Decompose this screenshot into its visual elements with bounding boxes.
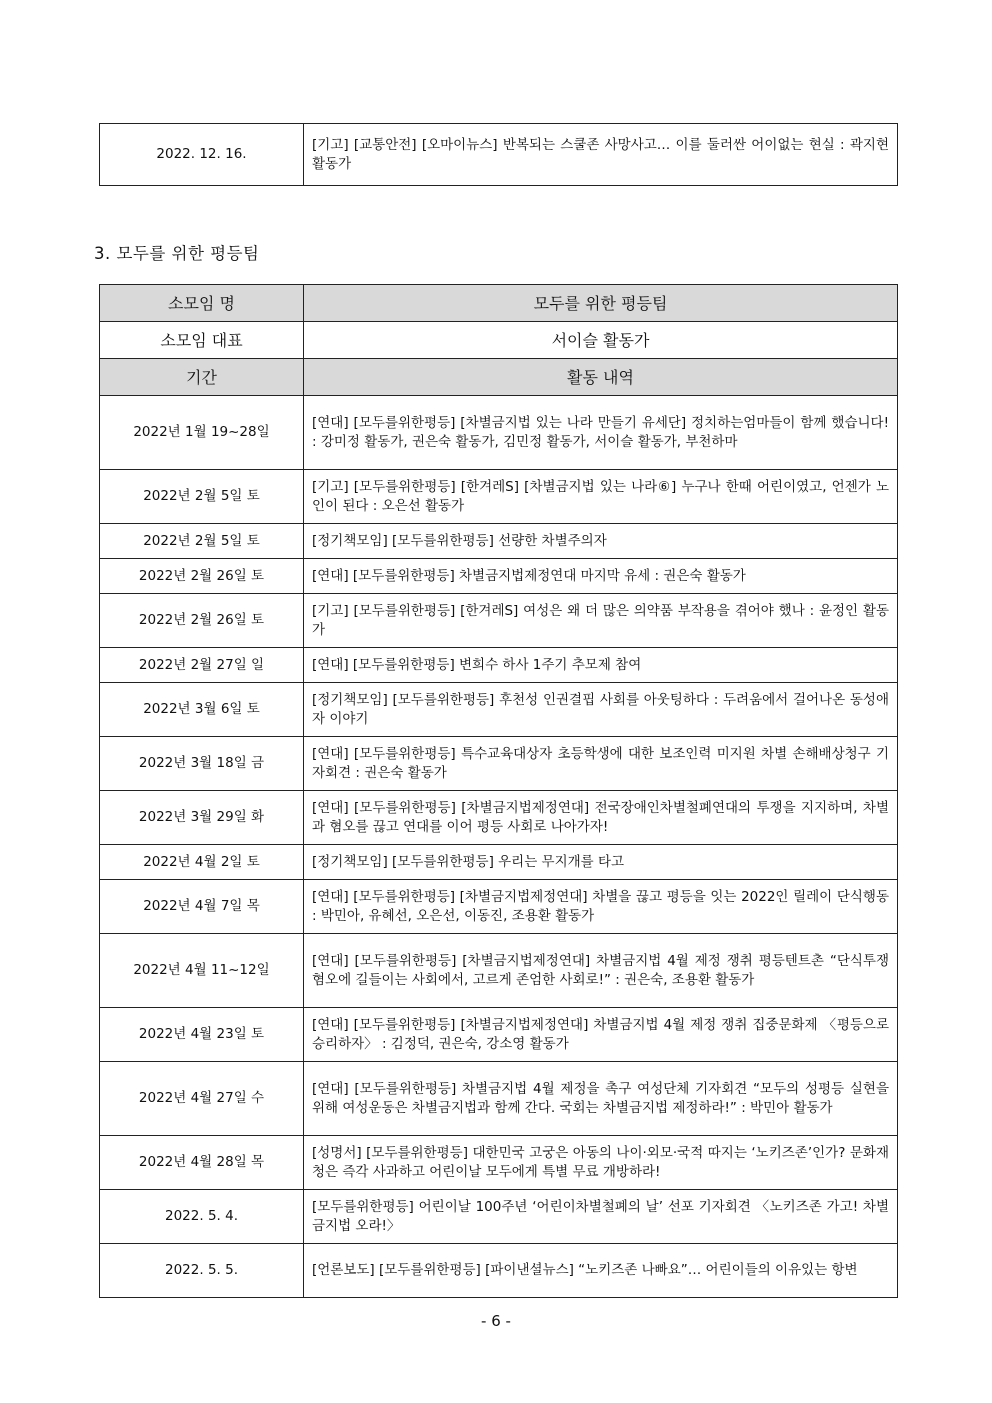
activity-date: 2022년 3월 18일 금 [100, 737, 304, 791]
table-row [100, 791, 898, 845]
table-row [100, 737, 898, 791]
activity-date: 2022년 4월 28일 목 [100, 1136, 304, 1190]
activity-header: 활동 내역 [304, 359, 898, 396]
activity-date: 2022년 3월 6일 토 [100, 683, 304, 737]
page-number: - 6 - [481, 1312, 511, 1330]
table-row [100, 124, 898, 186]
activity-description: [언론보도] [모두를위한평등] [파이낸셜뉴스] “노키즈존 나빠요”… 어린이들의 이유있는 항변 [304, 1244, 898, 1298]
column-header-row [100, 359, 898, 396]
table-row [100, 648, 898, 683]
table-row [100, 1244, 898, 1298]
activity-description: [연대] [모두를위한평등] 차별금지법 4월 제정을 촉구 여성단체 기자회견 “모두의 성평등 실현을 위해 여성운동은 차별금지법과 함께 간다. 국회는 차별금지법 제정하라!” : 박민아 활동가 [304, 1062, 898, 1136]
table-row [100, 683, 898, 737]
activity-description: [기고] [교통안전] [오마이뉴스] 반복되는 스쿨존 사망사고… 이를 둘러싼 어이없는 현실 : 곽지현 활동가 [304, 124, 898, 186]
table-row [100, 594, 898, 648]
activity-date: 2022. 12. 16. [100, 124, 304, 186]
activity-description: [정기책모임] [모두를위한평등] 선량한 차별주의자 [304, 524, 898, 559]
activity-description: [연대] [모두를위한평등] [차별금지법제정연대] 전국장애인차별철폐연대의 투쟁을 지지하며, 차별과 혐오를 끊고 연대를 이어 평등 사회로 나아가자! [304, 791, 898, 845]
activity-description: [연대] [모두를위한평등] [차별금지법제정연대] 차별금지법 4월 제정 쟁취 집중문화제 〈평등으로 승리하자〉 : 김정덕, 권은숙, 강소영 활동가 [304, 1008, 898, 1062]
activity-description: [연대] [모두를위한평등] 차별금지법제정연대 마지막 유세 : 권은숙 활동가 [304, 559, 898, 594]
activity-date: 2022년 4월 23일 토 [100, 1008, 304, 1062]
table-row [100, 1190, 898, 1244]
activity-description: [기고] [모두를위한평등] [한겨레S] 여성은 왜 더 많은 의약품 부작용을 겪어야 했나 : 윤정인 활동가 [304, 594, 898, 648]
activity-description: [모두를위한평등] 어린이날 100주년 ‘어린이차별철폐의 날’ 선포 기자회견 〈노키즈존 가고! 차별금지법 오라!〉 [304, 1190, 898, 1244]
table-row [100, 934, 898, 1008]
activity-description: [연대] [모두를위한평등] [차별금지법제정연대] 차별을 끊고 평등을 잇는 2022인 릴레이 단식행동 : 박민아, 유혜선, 오은선, 이동진, 조용환 활동가 [304, 880, 898, 934]
activity-description: [연대] [모두를위한평등] 특수교육대상자 초등학생에 대한 보조인력 미지원 차별 손해배상청구 기자회견 : 권은숙 활동가 [304, 737, 898, 791]
activity-description: [정기책모임] [모두를위한평등] 우리는 무지개를 타고 [304, 845, 898, 880]
table-row [100, 1008, 898, 1062]
period-header: 기간 [100, 359, 304, 396]
activity-date: 2022년 4월 7일 목 [100, 880, 304, 934]
previous-activity-table [99, 123, 898, 186]
activity-date: 2022년 2월 26일 토 [100, 559, 304, 594]
activity-date: 2022년 2월 26일 토 [100, 594, 304, 648]
activity-description: [연대] [모두를위한평등] [차별금지법 있는 나라 만들기 유세단] 정치하는엄마들이 함께 했습니다! : 강미정 활동가, 권은숙 활동가, 김민정 활동가, 서이슬 활동가, 부천하마 [304, 396, 898, 470]
activity-date: 2022년 4월 11~12일 [100, 934, 304, 1008]
group-representative-row [100, 322, 898, 359]
activity-description: [성명서] [모두를위한평등] 대한민국 고궁은 아동의 나이·외모·국적 따지는 ‘노키즈존’인가? 문화재청은 즉각 사과하고 어린이날 모두에게 특별 무료 개방하라! [304, 1136, 898, 1190]
table-row [100, 1062, 898, 1136]
table-row [100, 880, 898, 934]
table-row [100, 524, 898, 559]
activity-description: [정기책모임] [모두를위한평등] 후천성 인권결핍 사회를 아웃팅하다 : 두려움에서 걸어나온 동성애자 이야기 [304, 683, 898, 737]
activity-date: 2022년 4월 27일 수 [100, 1062, 304, 1136]
activity-description: [기고] [모두를위한평등] [한겨레S] [차별금지법 있는 나라⑥] 누구나 한때 어린이였고, 언젠가 노인이 된다 : 오은선 활동가 [304, 470, 898, 524]
table-row [100, 470, 898, 524]
table-row [100, 396, 898, 470]
table-row [100, 1136, 898, 1190]
group-name-row [100, 285, 898, 322]
group-representative-label: 소모임 대표 [100, 322, 304, 359]
activity-description: [연대] [모두를위한평등] 변희수 하사 1주기 추모제 참여 [304, 648, 898, 683]
activity-description: [연대] [모두를위한평등] [차별금지법제정연대] 차별금지법 4월 제정 쟁취 평등텐트촌 “단식투쟁 혐오에 길들이는 사회에서, 고르게 존엄한 사회로!” : 권은숙, 조용환 활동가 [304, 934, 898, 1008]
activity-date: 2022년 2월 5일 토 [100, 524, 304, 559]
table-row [100, 559, 898, 594]
table-row [100, 845, 898, 880]
equality-team-activity-table [99, 284, 898, 1298]
section-title: 3. 모두를 위한 평등팀 [94, 244, 260, 263]
group-representative-value: 서이슬 활동가 [304, 322, 898, 359]
activity-date: 2022년 2월 5일 토 [100, 470, 304, 524]
activity-date: 2022년 4월 2일 토 [100, 845, 304, 880]
group-name-label: 소모임 명 [100, 285, 304, 322]
group-name-value: 모두를 위한 평등팀 [304, 285, 898, 322]
activity-date: 2022. 5. 4. [100, 1190, 304, 1244]
activity-date: 2022. 5. 5. [100, 1244, 304, 1298]
activity-date: 2022년 3월 29일 화 [100, 791, 304, 845]
activity-date: 2022년 1월 19~28일 [100, 396, 304, 470]
activity-date: 2022년 2월 27일 일 [100, 648, 304, 683]
